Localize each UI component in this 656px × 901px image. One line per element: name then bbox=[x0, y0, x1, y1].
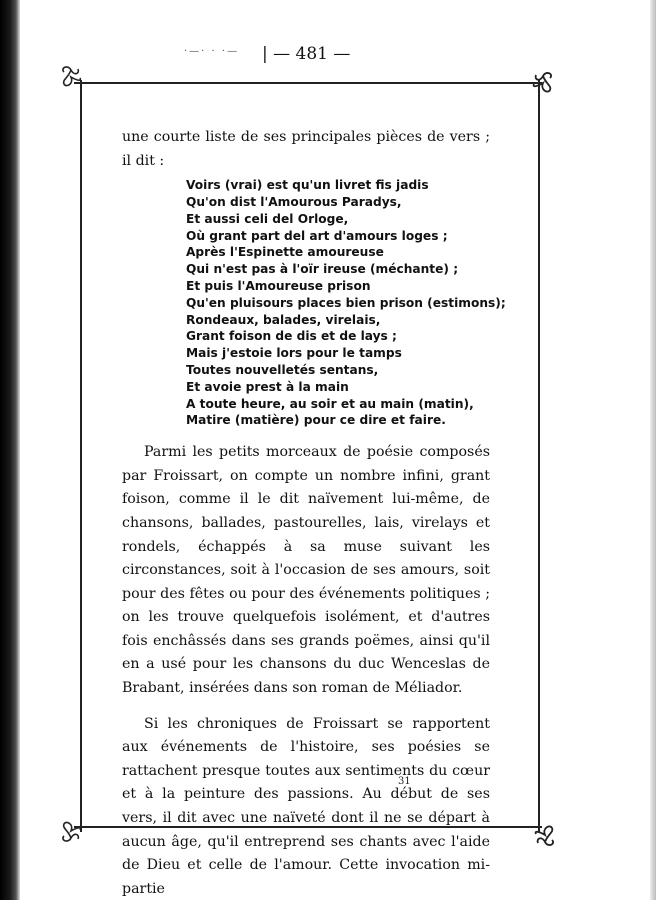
header-smudge: ·—· · ·— bbox=[184, 46, 240, 57]
verse-line: Et aussi celi del Orloge, bbox=[186, 211, 349, 226]
verse-line: Mais j'estoie lors pour le tamps bbox=[186, 346, 402, 361]
verse-line: Qu'on dist l'Amourous Paradys, bbox=[186, 194, 402, 209]
scan-shadow-left bbox=[0, 0, 20, 900]
page-body bbox=[122, 126, 506, 901]
body-paragraph-2: Si les chroniques de Froissart se rapportent aux événements de l'histoire, ses poésies se rattachent presque toutes aux sentiments du cœur et à la peinture des passions. Au début de ses vers, il dit avec une naïveté dont il ne se départ à aucun âge, qu'il entreprend ses chants avec l'aide de Dieu et celle de l'amour. Cette invocation mi-partie bbox=[122, 715, 490, 897]
corner-ornament-icon bbox=[530, 70, 556, 96]
corner-ornament-icon bbox=[58, 818, 84, 844]
verse-line: Où grant part del art d'amours loges ; bbox=[186, 228, 448, 243]
verse-line: Grant foison de dis et de lays ; bbox=[186, 329, 397, 344]
signature-mark: 31 bbox=[398, 776, 411, 787]
verse-block bbox=[186, 177, 506, 429]
verse-line: Qui n'est pas à l'oïr ireuse (méchante) ; bbox=[186, 262, 459, 277]
verse-line: Toutes nouvelletés sentans, bbox=[186, 362, 379, 377]
frame-top-rule bbox=[74, 82, 542, 84]
page-header bbox=[0, 44, 656, 68]
corner-ornament-icon bbox=[58, 64, 84, 90]
verse-line: Voirs (vrai) est qu'un livret fis jadis bbox=[186, 178, 429, 193]
body-paragraph-1: Parmi les petits morceaux de poésie composés par Froissart, on compte un nombre infini, grant foison, comme il le dit naïvement lui-même, de chansons, ballades, pastourelles, lais, virelays et rondels, échappés à sa muse suivant les circonstances, soit à l'occasion de ses amours, soit pour des fêtes ou pour des événements politiques ; on les trouve quelquefois isolément, et d'autres fois enchâssés dans ses grands poëmes, ainsi qu'il en a usé pour les chansons du duc Wenceslas de Brabant, insérées dans son roman de Méliador. bbox=[122, 444, 490, 697]
frame-left-rule bbox=[80, 80, 82, 832]
intro-paragraph: une courte liste de ses principales pièces de vers ; il dit : bbox=[122, 129, 490, 169]
verse-line: Rondeaux, balades, virelais, bbox=[186, 312, 381, 327]
corner-ornament-icon bbox=[532, 822, 558, 848]
frame-right-rule bbox=[538, 80, 540, 832]
verse-line: A toute heure, au soir et au main (matin), bbox=[186, 396, 474, 411]
page-number: | — 481 — bbox=[262, 44, 351, 64]
verse-line: Qu'en pluisours places bien prison (estimons); bbox=[186, 295, 506, 310]
verse-line: Et avoie prest à la main bbox=[186, 379, 349, 394]
verse-line: Après l'Espinette amoureuse bbox=[186, 245, 384, 260]
scan-shadow-right bbox=[650, 0, 656, 900]
verse-line: Matire (matière) pour ce dire et faire. bbox=[186, 413, 446, 428]
verse-line: Et puis l'Amoureuse prison bbox=[186, 278, 371, 293]
